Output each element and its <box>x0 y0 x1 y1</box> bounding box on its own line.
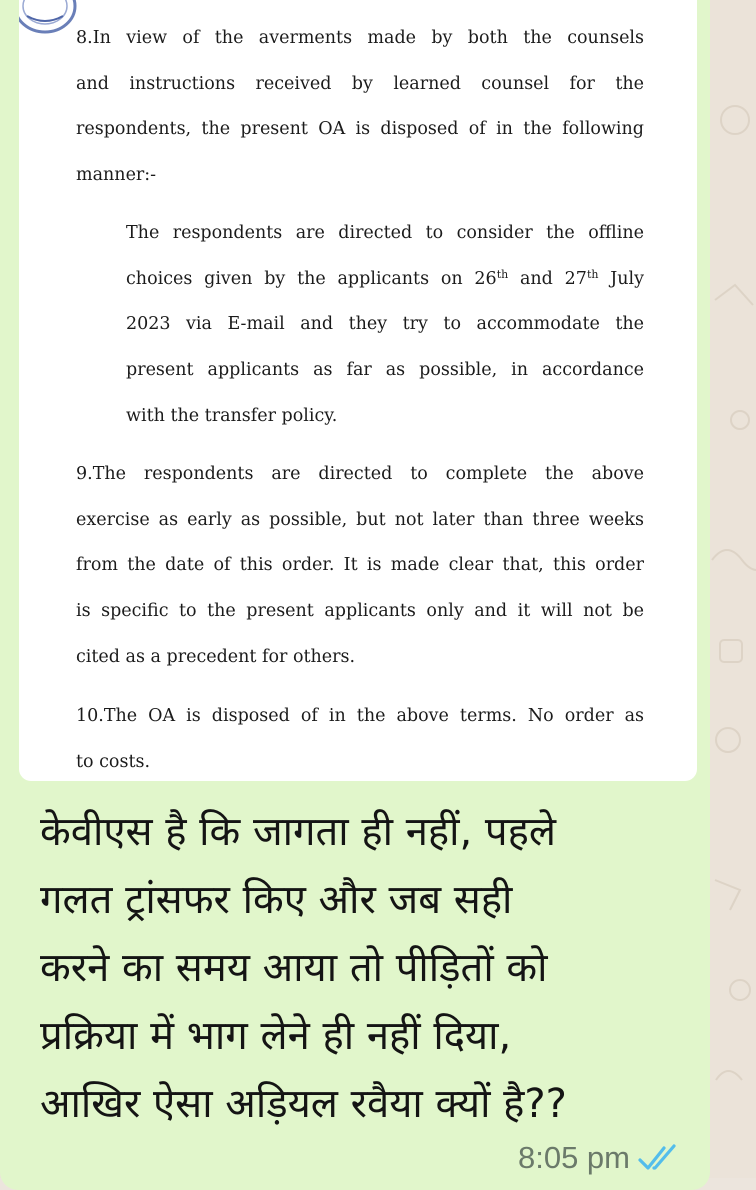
paragraph-number: 8. <box>76 28 93 48</box>
document-image[interactable] <box>19 0 697 781</box>
doc-line: The OA is disposed of in the above terms. No order as <box>103 706 644 726</box>
caption-line: केवीएस है कि जागता ही नहीं, पहले <box>40 809 557 855</box>
doc-line: cited as a precedent for others. <box>76 646 356 667</box>
doc-line: respondents, the present OA is disposed of in the following <box>76 119 644 140</box>
emblem-seal-icon <box>19 0 83 38</box>
message-caption <box>40 798 690 1138</box>
paragraph-number: 10. <box>76 706 104 726</box>
message-meta <box>518 1138 682 1178</box>
paragraph-10 <box>76 694 644 781</box>
double-check-read-icon <box>638 1143 682 1173</box>
paragraph-9 <box>76 452 644 681</box>
doc-line: is specific to the present applicants only and it will not be <box>76 601 644 622</box>
caption-line: आखिर ऐसा अड़ियल रवैया क्यों है?? <box>40 1081 567 1127</box>
paragraph-number: 9. <box>76 464 93 484</box>
doc-line: In view of the averments made by both the counsels <box>92 28 644 48</box>
caption-line: प्रक्रिया में भाग लेने ही नहीं दिया, <box>40 1013 512 1059</box>
doc-line: with the transfer policy. <box>126 405 338 426</box>
doc-line: from the date of this order. It is made clear that, this order <box>76 555 644 576</box>
direction-block <box>76 211 644 440</box>
doc-line: The respondents are directed to complete the above <box>92 464 644 484</box>
paragraph-8 <box>76 16 644 199</box>
doc-line: The respondents are directed to consider the offline <box>126 223 644 243</box>
doc-line: exercise as early as possible, but not later than three weeks <box>76 509 644 530</box>
caption-line: करने का समय आया तो पीड़ितों को <box>40 945 548 991</box>
doc-line: present applicants as far as possible, in accordance <box>126 360 644 381</box>
doc-line: and instructions received by learned counsel for the <box>76 73 644 94</box>
caption-line: गलत ट्रांसफर किए और जब सही <box>40 877 513 923</box>
doc-line: choices given by the applicants on 26th and 27th July <box>126 267 644 289</box>
doc-line: manner:- <box>76 165 157 186</box>
doc-line: 2023 via E-mail and they try to accommodate the <box>126 314 644 335</box>
doc-line: to costs. <box>76 751 151 772</box>
message-time: 8:05 pm <box>517 1140 630 1175</box>
